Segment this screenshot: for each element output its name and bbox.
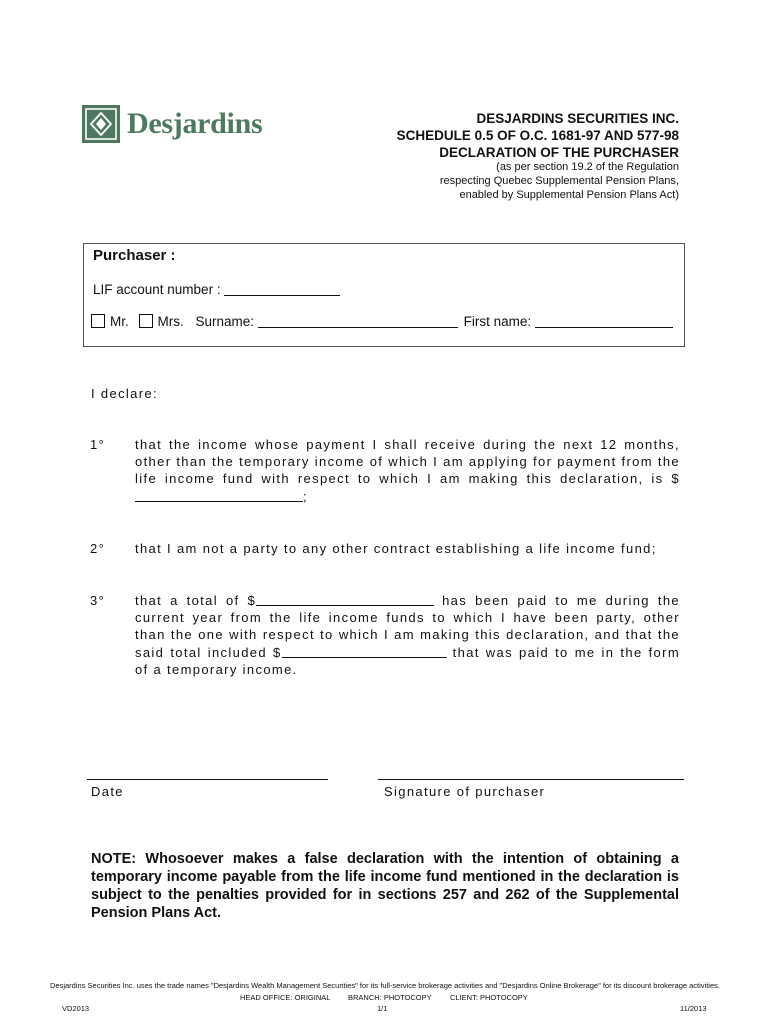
surname-field[interactable] xyxy=(258,314,458,328)
item-3-temporary-field[interactable] xyxy=(282,645,447,658)
lif-account-row xyxy=(93,282,340,297)
item-1-dollar: $ xyxy=(671,471,680,487)
signature-line[interactable] xyxy=(378,779,684,780)
name-row xyxy=(91,314,673,329)
document-title: DECLARATION OF THE PURCHASER xyxy=(439,145,679,160)
first-name-field[interactable] xyxy=(535,314,673,328)
item-1-amount-field[interactable] xyxy=(135,489,303,502)
purchaser-title: Purchaser : xyxy=(93,247,176,264)
lif-account-field[interactable] xyxy=(224,282,340,296)
item-3-part-c: that was paid to me in the form of a temporary income. xyxy=(135,644,680,677)
footer-client: CLIENT: PHOTOCOPY xyxy=(450,993,528,1002)
item-3-total-field[interactable] xyxy=(256,593,434,606)
purchaser-section xyxy=(83,243,685,347)
mr-label: Mr. xyxy=(110,314,129,329)
declaration-intro: I declare: xyxy=(91,386,158,401)
footer-trade-names: Desjardins Securities Inc. uses the trade names "Desjardins Wealth Management Securities" for its full-service brokerage activities and "Desjardins Online Brokerage" for its discount brokerage activities. xyxy=(50,981,720,990)
mr-checkbox[interactable] xyxy=(91,314,105,328)
footer-page: 1/1 xyxy=(377,1004,388,1013)
item-1-end: ; xyxy=(303,488,308,504)
footer-head-office: HEAD OFFICE: ORIGINAL xyxy=(240,993,331,1002)
company-name: DESJARDINS SECURITIES INC. xyxy=(476,111,679,126)
desjardins-logo xyxy=(82,105,263,145)
footer-date: 11/2013 xyxy=(680,1004,707,1013)
date-line[interactable] xyxy=(87,779,328,780)
desjardins-hexagon-logo-icon xyxy=(82,105,120,143)
surname-label: Surname: xyxy=(195,314,255,329)
item-3-part-a: that a total of $ xyxy=(135,593,257,608)
item-3-text xyxy=(135,592,680,678)
regulation-line-3: enabled by Supplemental Pension Plans Act) xyxy=(459,189,679,201)
regulation-line-2: respecting Quebec Supplemental Pension Plans, xyxy=(439,175,679,187)
regulation-line-1: (as per section 19.2 of the Regulation xyxy=(496,161,679,173)
legal-note: NOTE: Whosoever makes a false declaration with the intention of obtaining a temporary income payable from the life income fund mentioned in the declaration is subject to the penalties provided for in sections 257 and 262 of the Supplemental Pension Plans Act. xyxy=(91,851,679,921)
item-1-text xyxy=(135,436,680,505)
date-label: Date xyxy=(91,784,124,799)
schedule-title: SCHEDULE 0.5 OF O.C. 1681-97 AND 577-98 xyxy=(396,128,679,143)
signature-label: Signature of purchaser xyxy=(384,784,546,799)
item-3-number: 3° xyxy=(90,593,106,608)
item-2-text: that I am not a party to any other contract establishing a life income fund; xyxy=(135,541,657,556)
mrs-label: Mrs. xyxy=(157,314,184,329)
first-name-label: First name: xyxy=(463,314,532,329)
footer-branch: BRANCH: PHOTOCOPY xyxy=(348,993,432,1002)
item-1-body: that the income whose payment I shall receive during the next 12 months, other than the temporary income of which I am applying for payment from the life income fund with respect to which I am making this declaration, is xyxy=(135,437,680,487)
mrs-checkbox[interactable] xyxy=(139,314,153,328)
item-1-number: 1° xyxy=(90,437,106,452)
item-2-number: 2° xyxy=(90,541,106,556)
brand-wordmark: Desjardins xyxy=(127,107,263,140)
lif-account-label: LIF account number : xyxy=(93,282,221,297)
item-3-part-b: has been paid to me during the current year from the life income funds to which I have been party, other than the one with respect to which I am making this declaration, and that the said total included $ xyxy=(135,593,680,660)
footer-code: VD2013 xyxy=(62,1004,90,1013)
